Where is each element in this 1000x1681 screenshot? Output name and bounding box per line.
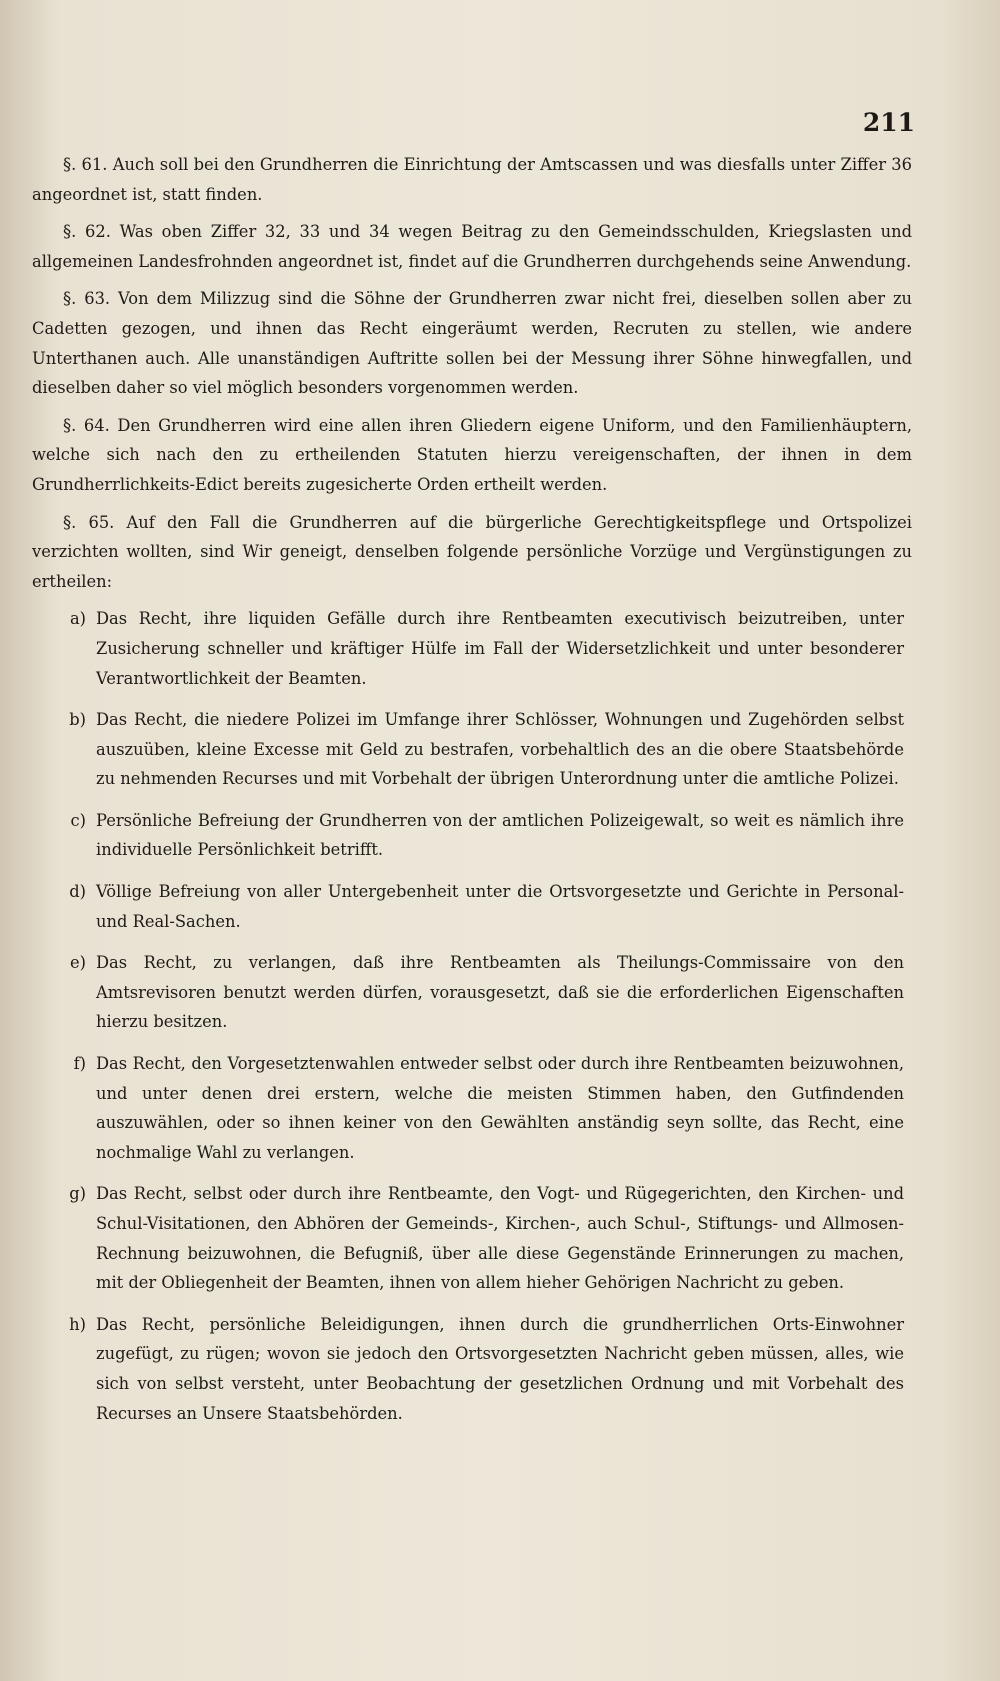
paragraph-text: Auf den Fall die Grundherren auf die bürgerliche Gerechtigkeitspflege und Ortspolizei verzichten wollten, sind Wir geneigt, denselben folgende persönliche Vorzüge und Vergünstigungen zu ertheilen: <box>32 512 912 591</box>
section-number: §. 62. <box>63 222 111 242</box>
paragraph-64 <box>32 411 912 500</box>
item-text: Das Recht, persönliche Beleidigungen, ihnen durch die grundherrlichen Orts-Einwohner zugefügt, zu rügen; wovon sie jedoch den Ortsvorgesetzten Nachricht geben müssen, alles, wie sich von selbst versteht, unter Beobachtung der gesetzlichen Ordnung und mit Vorbehalt des Recurses an Unsere Staatsbehörden. <box>96 1314 904 1423</box>
item-label: g) <box>69 1184 86 1204</box>
list-item <box>32 604 912 693</box>
item-text: Das Recht, ihre liquiden Gefälle durch ihre Rentbeamten executivisch beizutreiben, unter Zusicherung schneller und kräftiger Hülfe im Fall der Widersetzlichkeit und unter besonderer Verantwortlichkeit der Beamten. <box>96 609 904 688</box>
item-label: e) <box>70 953 86 973</box>
section-number: §. 65. <box>63 512 115 532</box>
privileges-list <box>32 604 912 1428</box>
paragraph-63 <box>32 284 912 402</box>
section-number: §. 64. <box>63 415 110 435</box>
item-text: Das Recht, selbst oder durch ihre Rentbeamte, den Vogt- und Rügegerichten, den Kirchen- und Schul-Visitationen, den Abhören der Gemeinds-, Kirchen-, auch Schul-, Stiftungs- und Allmosen-Rechnung beizuwohnen, die Befugniß, über alle diese Gegenstände Erinnerungen zu machen, mit der Obliegenheit der Beamten, ihnen von allem hieher Gehörigen Nachricht zu geben. <box>96 1184 904 1293</box>
paragraph-text: Den Grundherren wird eine allen ihren Gliedern eigene Uniform, und den Familienhäuptern, welche sich nach den zu ertheilenden Statuten hierzu vereigenschaften, der ihnen in dem Grundherrlichkeits-Edict bereits zugesicherte Orden ertheilt werden. <box>32 415 912 494</box>
paragraph-65 <box>32 508 912 597</box>
item-label: c) <box>70 810 86 830</box>
item-text: Das Recht, den Vorgesetztenwahlen entweder selbst oder durch ihre Rentbeamten beizuwohnen, und unter denen drei erstern, welche die meisten Stimmen haben, den Gutfindenden auszuwählen, oder so ihnen keiner von den Gewählten anständig seyn sollte, das Recht, eine nochmalige Wahl zu verlangen. <box>96 1054 904 1162</box>
paragraph-61 <box>32 150 912 209</box>
item-label: b) <box>69 710 86 730</box>
item-text: Persönliche Befreiung der Grundherren von der amtlichen Polizeigewalt, so weit es nämlich ihre individuelle Persönlichkeit betrifft. <box>96 810 904 860</box>
item-label: d) <box>69 882 86 902</box>
list-item <box>32 877 912 936</box>
list-item <box>32 705 912 794</box>
paragraph-text: Was oben Ziffer 32, 33 und 34 wegen Beitrag zu den Gemeindsschulden, Kriegslasten und allgemeinen Landesfrohnden angeordnet ist, findet auf die Grundherren durchgehends seine Anwendung. <box>32 222 912 271</box>
page-number: 211 <box>862 108 915 137</box>
item-text: Völlige Befreiung von aller Untergebenheit unter die Ortsvorgesetzte und Gerichte in Personal- und Real-Sachen. <box>96 882 904 931</box>
list-item <box>32 1179 912 1297</box>
list-item <box>32 948 912 1037</box>
list-item <box>32 1310 912 1428</box>
paragraph-62 <box>32 217 912 276</box>
paragraph-text: Auch soll bei den Grundherren die Einrichtung der Amtscassen und was diesfalls unter Ziffer 36 angeordnet ist, statt finden. <box>32 155 912 204</box>
item-text: Das Recht, die niedere Polizei im Umfange ihrer Schlösser, Wohnungen und Zugehörden selbst auszuüben, kleine Excesse mit Geld zu bestrafen, vorbehaltlich des an die obere Staatsbehörde zu nehmenden Recurses und mit Vorbehalt der übrigen Unterordnung unter die amtliche Polizei. <box>96 710 904 789</box>
item-text: Das Recht, zu verlangen, daß ihre Rentbeamten als Theilungs-Commissaire von den Amtsrevisoren benutzt werden dürfen, vorausgesetzt, daß sie die erforderlichen Eigenschaften hierzu besitzen. <box>96 953 904 1032</box>
item-label: h) <box>69 1314 86 1334</box>
item-label: f) <box>73 1054 86 1074</box>
section-number: §. 61. <box>63 155 108 174</box>
page-body <box>32 150 912 1440</box>
list-item <box>32 806 912 865</box>
paragraph-text: Von dem Milizzug sind die Söhne der Grundherren zwar nicht frei, dieselben sollen aber zu Cadetten gezogen, und ihnen das Recht eingeräumt werden, Recruten zu stellen, wie andere Unterthanen auch. Alle unanständigen Auftritte sollen bei der Messung ihrer Söhne hinwegfallen, und dieselben daher so viel möglich besonders vorgenommen werden. <box>32 289 913 398</box>
list-item <box>32 1049 912 1167</box>
item-label: a) <box>69 609 86 629</box>
section-number: §. 63. <box>63 289 111 309</box>
